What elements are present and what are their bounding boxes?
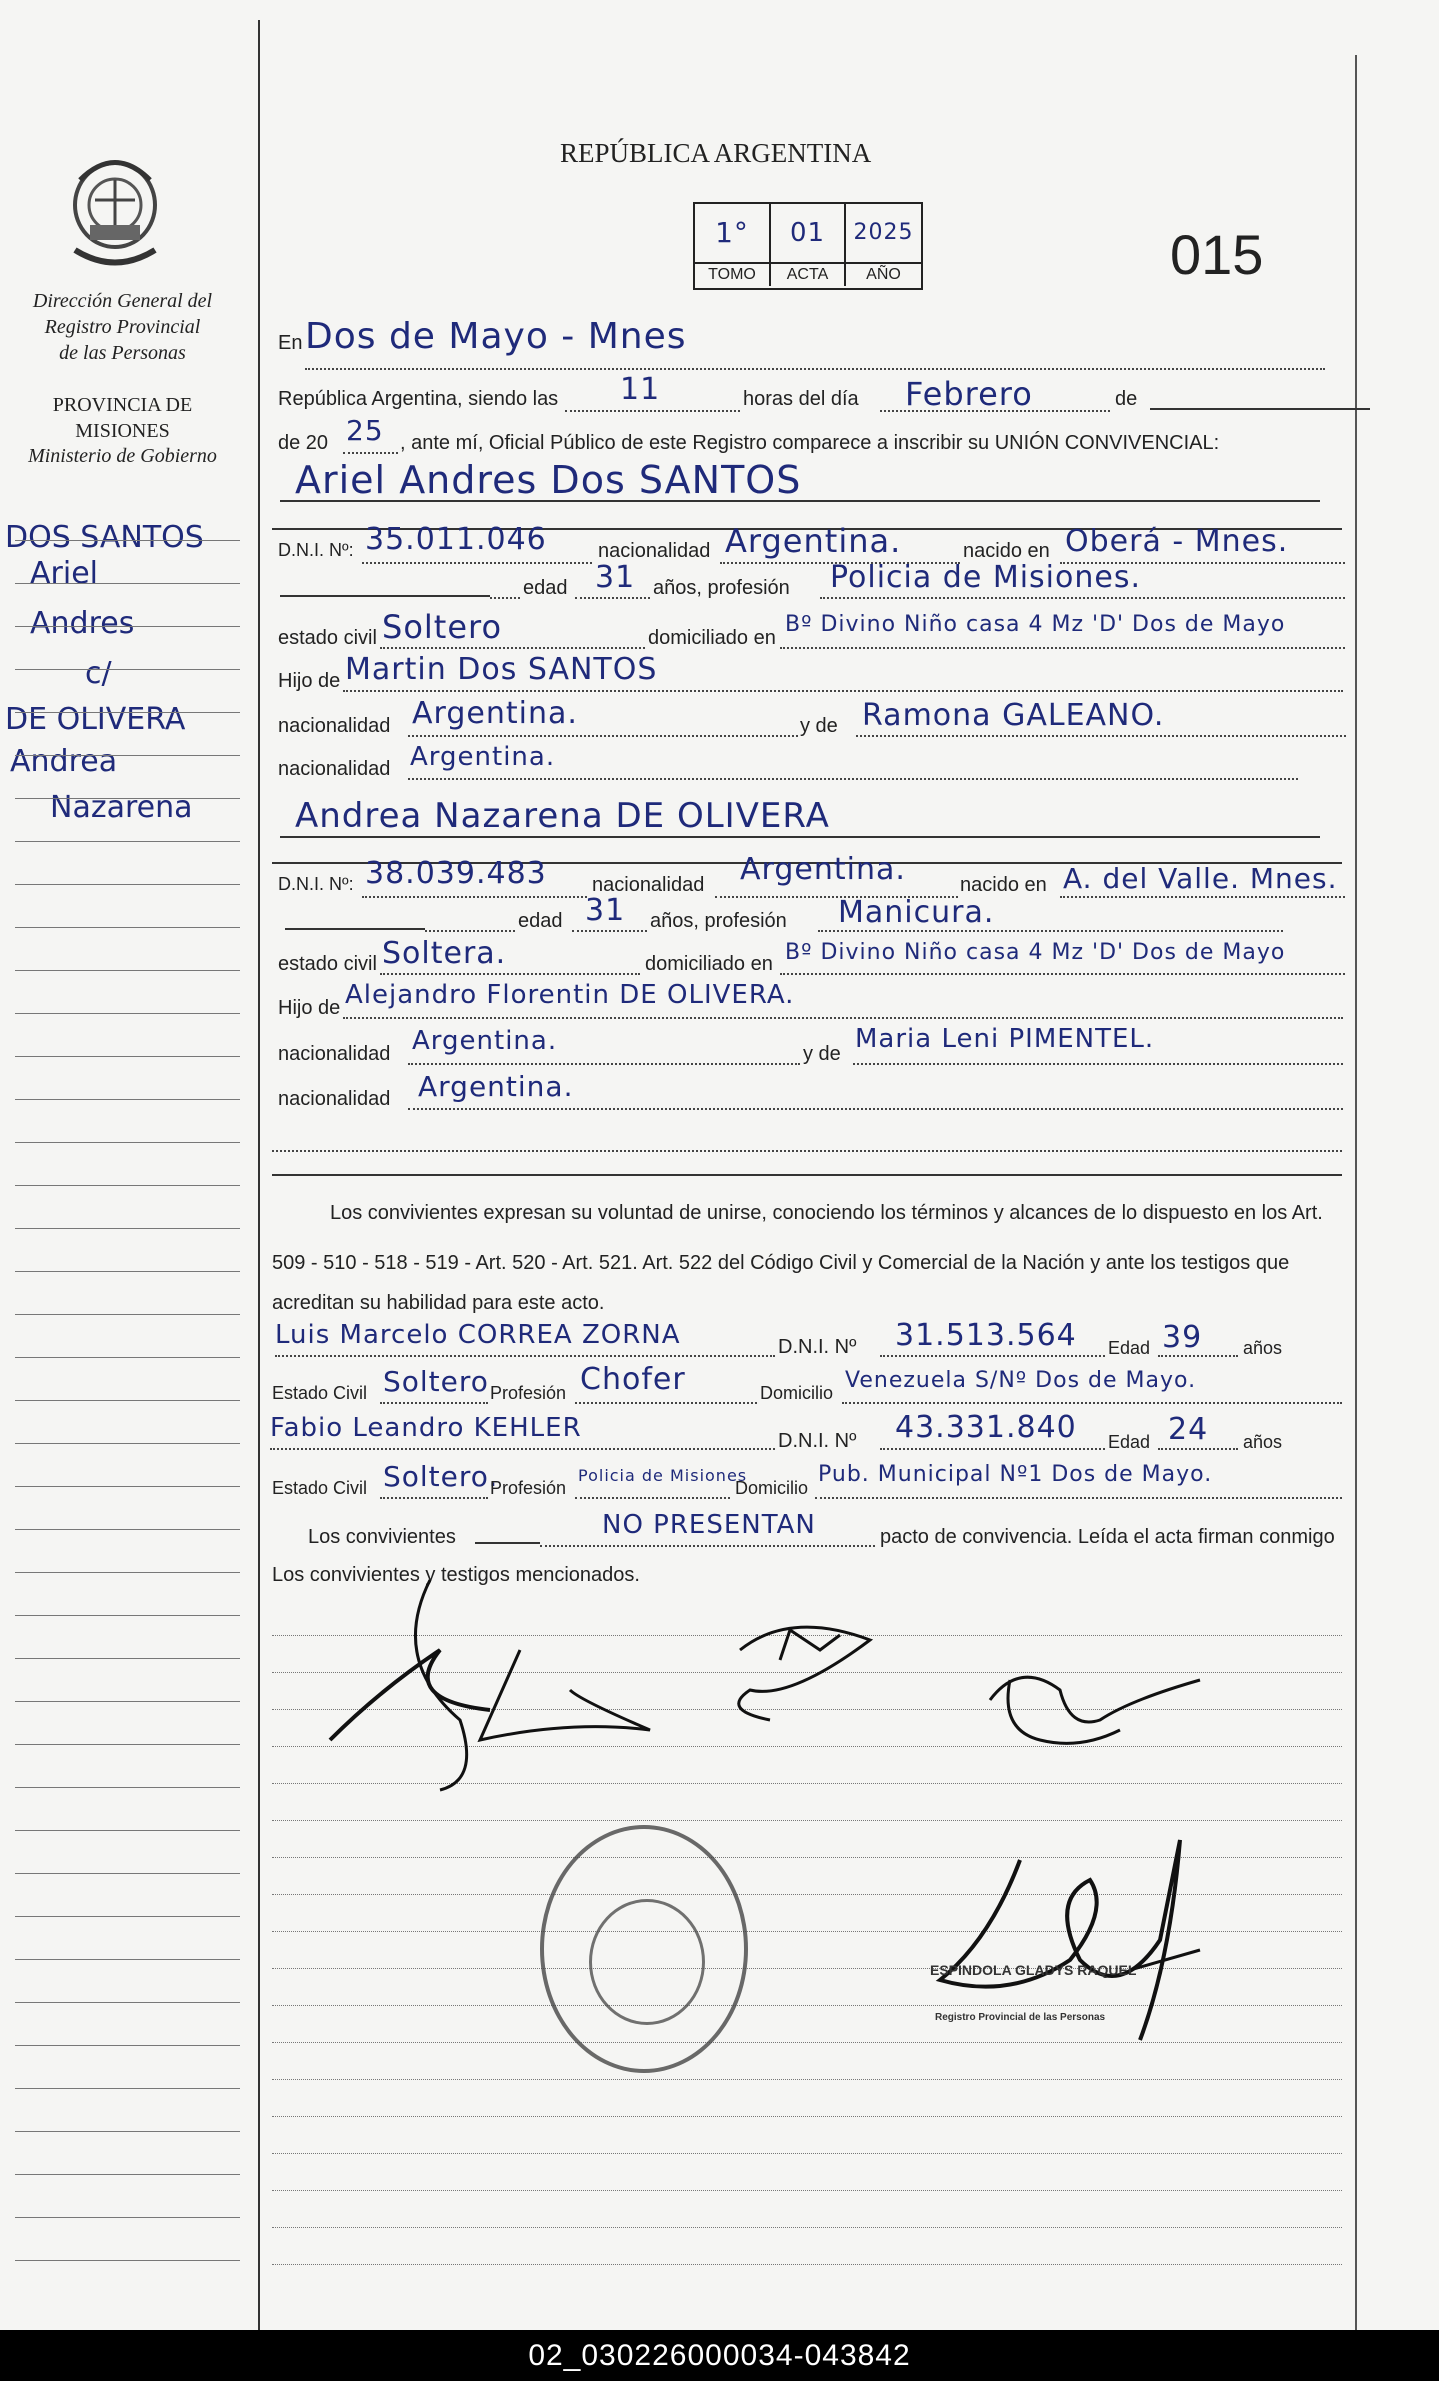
w1-years-label: años: [1243, 1338, 1283, 1358]
sidebar-rule: [15, 1400, 240, 1401]
sidebar-rule: [15, 1830, 240, 1831]
margin-note-name-3: Andrea: [10, 744, 118, 779]
w2-address-label: Domicilio: [735, 1478, 809, 1498]
p2-address-label: domiciliado en: [645, 953, 773, 975]
p2-civil-value: Soltera.: [382, 936, 507, 971]
p2-profession-label: años, profesión: [650, 910, 787, 932]
sidebar-rule: [15, 970, 240, 971]
p2-father-nat-value: Argentina.: [412, 1026, 558, 1056]
year-suffix: 25: [346, 414, 384, 447]
p1-nationality-label: nacionalidad: [598, 540, 711, 562]
ministry-label: Ministerio de Gobierno: [28, 445, 217, 467]
registry-seal: [540, 1825, 748, 2073]
sidebar-rule: [15, 927, 240, 928]
sidebar-rule: [15, 1658, 240, 1659]
p2-mother-value: Maria Leni PIMENTEL.: [855, 1024, 1155, 1054]
province-line-2: MISIONES: [75, 420, 170, 442]
anio-value: 2025: [853, 220, 914, 245]
year-prefix: de 20: [278, 432, 329, 454]
p2-profession-value: Manicura.: [838, 895, 995, 930]
p2-nationality-value: Argentina.: [740, 852, 906, 887]
p2-dni-label: D.N.I. Nº:: [278, 874, 354, 894]
closing-suffix: pacto de convivencia. Leída el acta firman conmigo: [880, 1526, 1335, 1548]
margin-note-surname-1: DOS SANTOS: [5, 520, 204, 555]
intro-text: , ante mí, Oficial Público de este Registro comparece a inscribir su UNIÓN CONVIVENCIAL:: [400, 432, 1220, 454]
sidebar-rule: [15, 1787, 240, 1788]
w2-dni-value: 43.331.840: [895, 1410, 1077, 1445]
p2-father-nat-label: nacionalidad: [278, 1043, 391, 1065]
p1-and-label: y de: [800, 715, 838, 737]
sidebar-rule: [15, 2217, 240, 2218]
p1-civil-value: Soltero: [382, 608, 503, 646]
p1-mother-nat-label: nacionalidad: [278, 758, 391, 780]
signature-4: [980, 1640, 1210, 1780]
p2-father-value: Alejandro Florentin DE OLIVERA.: [345, 980, 795, 1010]
institution-line-3: de las Personas: [59, 342, 186, 364]
declaration-line-3: acreditan su habilidad para este acto.: [272, 1292, 605, 1314]
sidebar-rule: [15, 1271, 240, 1272]
w2-years-label: años: [1243, 1432, 1283, 1452]
p1-dni-value: 35.011.046: [365, 522, 547, 557]
republic-label: República Argentina, siendo las: [278, 388, 559, 410]
sidebar-rule: [15, 2088, 240, 2089]
closing-line-2: Los convivientes y testigos mencionados.: [272, 1564, 640, 1586]
p1-profession-label: años, profesión: [653, 577, 790, 599]
sidebar-rule: [15, 1056, 240, 1057]
declaration-line-1: Los convivientes expresan su voluntad de unirse, conociendo los términos y alcances de lo dispuesto en los Art.: [330, 1202, 1323, 1224]
acta-label: ACTA: [786, 266, 829, 283]
w2-address-value: Pub. Municipal Nº1 Dos de Mayo.: [818, 1462, 1213, 1487]
w1-age-label: Edad: [1108, 1338, 1151, 1358]
body-rule: [272, 2116, 1342, 2117]
sidebar-rule: [15, 2174, 240, 2175]
sidebar-rule: [15, 583, 240, 584]
institution-line-2: Registro Provincial: [44, 316, 201, 338]
sidebar-rule: [15, 884, 240, 885]
sidebar-rule: [15, 626, 240, 627]
body-rule: [272, 2079, 1342, 2080]
margin-note-name-1: Ariel: [30, 556, 98, 591]
sidebar-rule: [15, 1013, 240, 1014]
w1-name-value: Luis Marcelo CORREA ZORNA: [275, 1320, 681, 1350]
sidebar-rule: [15, 841, 240, 842]
w1-profession-value: Chofer: [580, 1362, 686, 1397]
margin-line: [258, 20, 260, 2330]
p2-dni-value: 38.039.483: [365, 856, 547, 891]
p1-profession-value: Policia de Misiones.: [830, 560, 1142, 595]
footer-code: 02_030226000034-043842: [0, 2330, 1439, 2381]
sidebar-rule: [15, 2260, 240, 2261]
sidebar-rule: [15, 1529, 240, 1530]
tomo-value: 1°: [715, 216, 749, 249]
sidebar-rule: [15, 1916, 240, 1917]
p1-son-of-label: Hijo de: [278, 670, 341, 692]
official-stamp-sub: Registro Provincial de las Personas: [935, 2012, 1106, 2023]
closing-prefix: Los convivientes: [308, 1526, 456, 1548]
p1-address-value: Bº Divino Niño casa 4 Mz 'D' Dos de Mayo: [785, 612, 1286, 637]
w1-dni-value: 31.513.564: [895, 1318, 1077, 1353]
province-line-1: PROVINCIA DE: [52, 394, 193, 416]
w1-age-value: 39: [1162, 1320, 1203, 1355]
sidebar-rule: [15, 798, 240, 799]
p2-and-label: y de: [803, 1043, 841, 1065]
p2-mother-nat-label: nacionalidad: [278, 1088, 391, 1110]
w2-name-value: Fabio Leandro KEHLER: [270, 1413, 582, 1443]
page-title: REPÚBLICA ARGENTINA: [560, 138, 872, 168]
sidebar-rule: [15, 2131, 240, 2132]
day-value: Febrero: [905, 375, 1033, 413]
margin-note-name-2: Andres: [30, 606, 135, 641]
margin-note-connector: c/: [85, 656, 112, 691]
hour-value: 11: [620, 372, 661, 407]
w2-age-value: 24: [1168, 1412, 1209, 1447]
p1-father-nat-label: nacionalidad: [278, 715, 391, 737]
body-rule: [272, 2227, 1342, 2228]
anio-label: AÑO: [866, 266, 901, 283]
w2-profession-label: Profesión: [490, 1478, 567, 1498]
folio-number: 015: [1170, 223, 1264, 286]
w1-civil-value: Soltero: [383, 1365, 489, 1398]
p1-age-label: edad: [523, 577, 568, 599]
de-label: de: [1115, 388, 1138, 410]
hours-label: horas del día: [743, 388, 859, 410]
body-rule: [272, 2264, 1342, 2265]
p1-father-value: Martin Dos SANTOS: [345, 652, 658, 687]
partner1-name: Ariel Andres Dos SANTOS: [295, 458, 802, 502]
w1-profession-label: Profesión: [490, 1383, 567, 1403]
body-rule: [272, 2153, 1342, 2154]
sidebar-rule: [15, 1099, 240, 1100]
sidebar-rule: [15, 1615, 240, 1616]
w2-dni-label: D.N.I. Nº: [778, 1430, 857, 1452]
body-rule: [272, 2190, 1342, 2191]
w2-age-label: Edad: [1108, 1432, 1151, 1452]
right-border-line: [1355, 55, 1357, 2330]
sidebar-rule: [15, 1744, 240, 1745]
sidebar-rule: [15, 1357, 240, 1358]
p1-civil-label: estado civil: [278, 627, 377, 649]
place-value: Dos de Mayo - Mnes: [305, 316, 687, 357]
signatures-group: [320, 1540, 920, 1800]
sidebar-rule: [15, 2002, 240, 2003]
sidebar-rule: [15, 712, 240, 713]
p2-son-of-label: Hijo de: [278, 997, 341, 1019]
p1-age-value: 31: [595, 560, 636, 595]
sidebar-rule: [15, 1185, 240, 1186]
tomo-acta-box: [693, 202, 923, 290]
declaration-line-2: 509 - 510 - 518 - 519 - Art. 520 - Art. 521. Art. 522 del Código Civil y Comercial de la Nación y ante los testigos que: [272, 1252, 1290, 1274]
w2-profession-value: Policia de Misiones: [578, 1466, 748, 1485]
p1-father-nat-value: Argentina.: [412, 696, 578, 731]
sidebar-rule: [15, 540, 240, 541]
sidebar-rule: [15, 1228, 240, 1229]
sidebar-rule: [15, 1314, 240, 1315]
sidebar-rule: [15, 1701, 240, 1702]
p1-mother-nat-value: Argentina.: [410, 742, 556, 772]
p1-address-label: domiciliado en: [648, 627, 776, 649]
p2-born-label: nacido en: [960, 874, 1047, 896]
w2-civil-label: Estado Civil: [272, 1478, 368, 1498]
sidebar-rule: [15, 1486, 240, 1487]
p2-address-value: Bº Divino Niño casa 4 Mz 'D' Dos de Mayo: [785, 940, 1286, 965]
p2-age-value: 31: [585, 893, 626, 928]
p1-nationality-value: Argentina.: [725, 522, 902, 560]
margin-note-surname-2: DE OLIVERA: [5, 702, 186, 737]
closing-value: NO PRESENTAN: [602, 1510, 816, 1540]
p2-mother-nat-value: Argentina.: [418, 1070, 574, 1103]
sidebar-rule: [15, 755, 240, 756]
p1-born-label: nacido en: [963, 540, 1050, 562]
p1-mother-value: Ramona GALEANO.: [862, 698, 1165, 733]
margin-note-name-4: Nazarena: [50, 790, 193, 825]
w1-address-value: Venezuela S/Nº Dos de Mayo.: [845, 1368, 1197, 1393]
p1-birthplace-value: Oberá - Mnes.: [1065, 524, 1289, 559]
official-signature: [930, 1820, 1230, 2060]
sidebar-rule: [15, 1443, 240, 1444]
w2-civil-value: Soltero.: [383, 1460, 499, 1493]
partner2-name: Andrea Nazarena DE OLIVERA: [295, 796, 830, 836]
p1-dni-label: D.N.I. Nº:: [278, 540, 354, 560]
w1-civil-label: Estado Civil: [272, 1383, 368, 1403]
en-label: En: [278, 332, 303, 354]
p2-birthplace-value: A. del Valle. Mnes.: [1063, 862, 1338, 895]
tomo-label: TOMO: [708, 266, 756, 283]
acta-value: 01: [789, 218, 826, 248]
institution-line-1: Dirección General del: [32, 290, 213, 312]
w1-dni-label: D.N.I. Nº: [778, 1336, 857, 1358]
sidebar-rule: [15, 1572, 240, 1573]
sidebar-rule: [15, 1142, 240, 1143]
w1-address-label: Domicilio: [760, 1383, 834, 1403]
p2-civil-label: estado civil: [278, 953, 377, 975]
sidebar-rule: [15, 669, 240, 670]
p2-nationality-label: nacionalidad: [592, 874, 705, 896]
official-stamp-name: ESPINDOLA GLADYS RAQUEL: [930, 1962, 1137, 1978]
sidebar-rule: [15, 2045, 240, 2046]
sidebar-rule: [15, 1873, 240, 1874]
sidebar-rule: [15, 1959, 240, 1960]
p2-age-label: edad: [518, 910, 563, 932]
provincial-crest-icon: [60, 150, 170, 280]
